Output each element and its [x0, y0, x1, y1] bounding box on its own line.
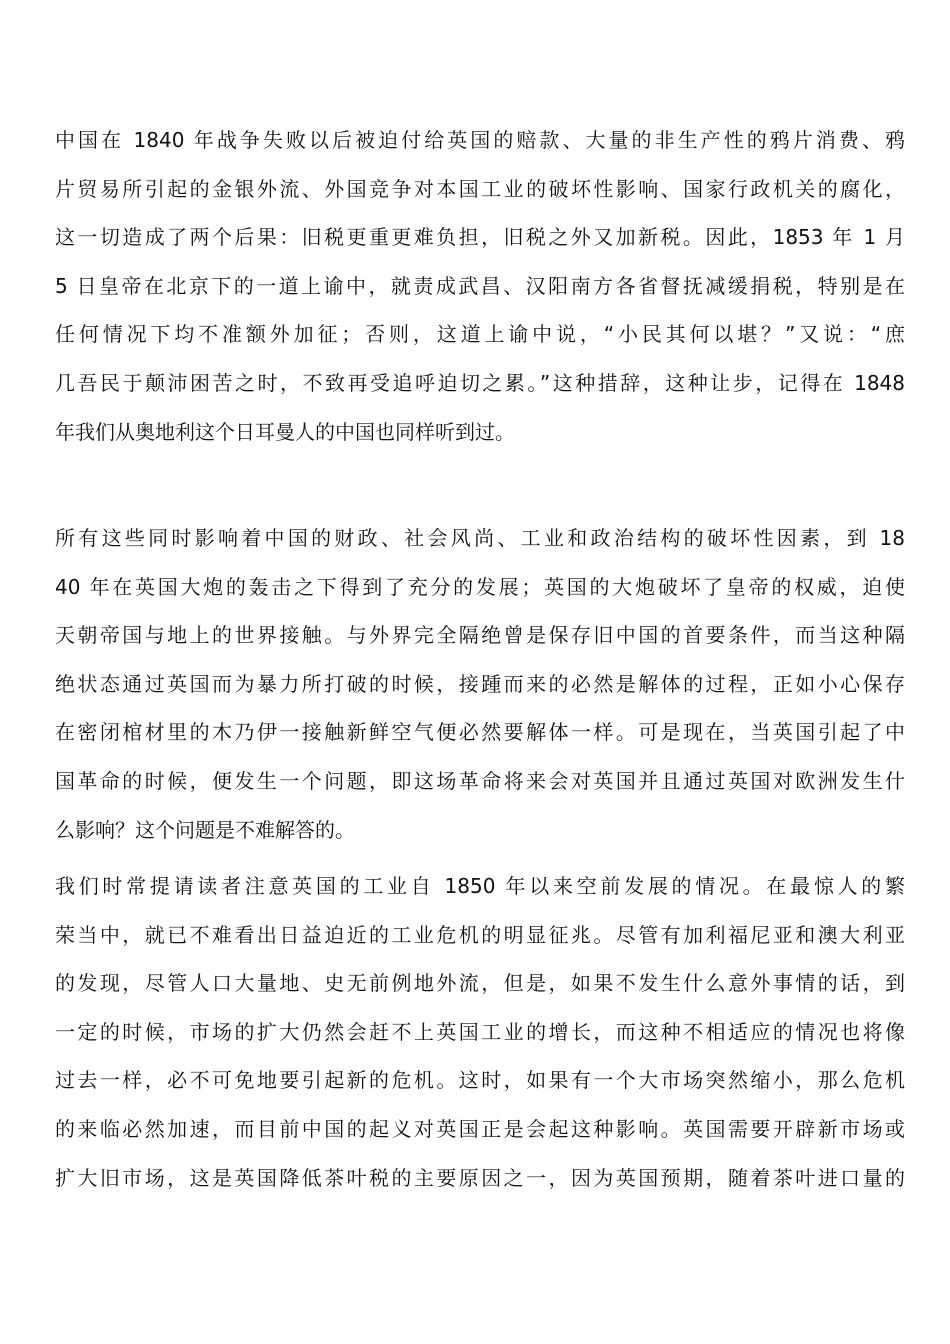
- paragraph-line: 天朝帝国与地上的世界接触。与外界完全隔绝曾是保存旧中国的首要条件，而当这种隔: [55, 623, 905, 648]
- paragraph-line: 几吾民于颠沛困苦之时，不致再受追呼迫切之累。”这种措辞，这种让步，记得在 1848: [55, 370, 905, 395]
- paragraph-line: 中国在 1840 年战争失败以后被迫付给英国的赔款、大量的非生产性的鸦片消费、鸦: [55, 128, 905, 152]
- paragraph-line: 的来临必然加速，而目前中国的起义对英国正是会起这种影响。英国需要开辟新市场或: [55, 1116, 905, 1141]
- paragraph-line: 过去一样，必不可免地要引起新的危机。这时，如果有一个大市场突然缩小，那么危机: [55, 1068, 905, 1093]
- paragraph-2: [55, 514, 905, 854]
- paragraph-line: 所有这些同时影响着中国的财政、社会风尚、工业和政治结构的破坏性因素，到 18: [55, 526, 905, 550]
- paragraph-line: 扩大旧市场，这是英国降低茶叶税的主要原因之一，因为英国预期，随着茶叶进口量的: [55, 1165, 905, 1190]
- paragraph-line: 年我们从奥地利这个日耳曼人的中国也同样听到过。: [55, 419, 515, 444]
- paragraph-line: 国革命的时候，便发生一个问题，即这场革命将来会对英国并且通过英国对欧洲发生什: [55, 768, 905, 793]
- paragraph-line: 任何情况下均不准额外加征；否则，这道上谕中说，“小民其何以堪？”又说：“庶: [55, 322, 905, 347]
- paragraph-line: 么影响？这个问题是不难解答的。: [55, 817, 355, 842]
- paragraph-1: [55, 116, 905, 456]
- paragraph-line: 这一切造成了两个后果：旧税更重更难负担，旧税之外又加新税。因此，1853 年 1 月: [55, 225, 905, 250]
- paragraph-line: 荣当中，就已不难看出日益迫近的工业危机的明显征兆。尽管有加利福尼亚和澳大利亚: [55, 922, 905, 947]
- paragraph-line: 片贸易所引起的金银外流、外国竞争对本国工业的破坏性影响、国家行政机关的腐化，: [55, 176, 905, 201]
- paragraph-line: 的发现，尽管人口大量地、史无前例地外流，但是，如果不发生什么意外事情的话，到: [55, 971, 905, 996]
- paragraph-line: 绝状态通过英国而为暴力所打破的时候，接踵而来的必然是解体的过程，正如小心保存: [55, 671, 905, 696]
- paragraph-3: [55, 862, 905, 1202]
- paragraph-line: 5 日皇帝在北京下的一道上谕中，就责成武昌、汉阳南方各省督抚减缓捐税，特别是在: [55, 273, 905, 298]
- paragraph-line: 40 年在英国大炮的轰击之下得到了充分的发展；英国的大炮破坏了皇帝的权威，迫使: [55, 574, 905, 599]
- paragraph-line: 在密闭棺材里的木乃伊一接触新鲜空气便必然要解体一样。可是现在，当英国引起了中: [55, 720, 905, 745]
- paragraph-line: 一定的时候，市场的扩大仍然会赶不上英国工业的增长，而这种不相适应的情况也将像: [55, 1019, 905, 1044]
- paragraph-line: 我们时常提请读者注意英国的工业自 1850 年以来空前发展的情况。在最惊人的繁: [55, 874, 905, 898]
